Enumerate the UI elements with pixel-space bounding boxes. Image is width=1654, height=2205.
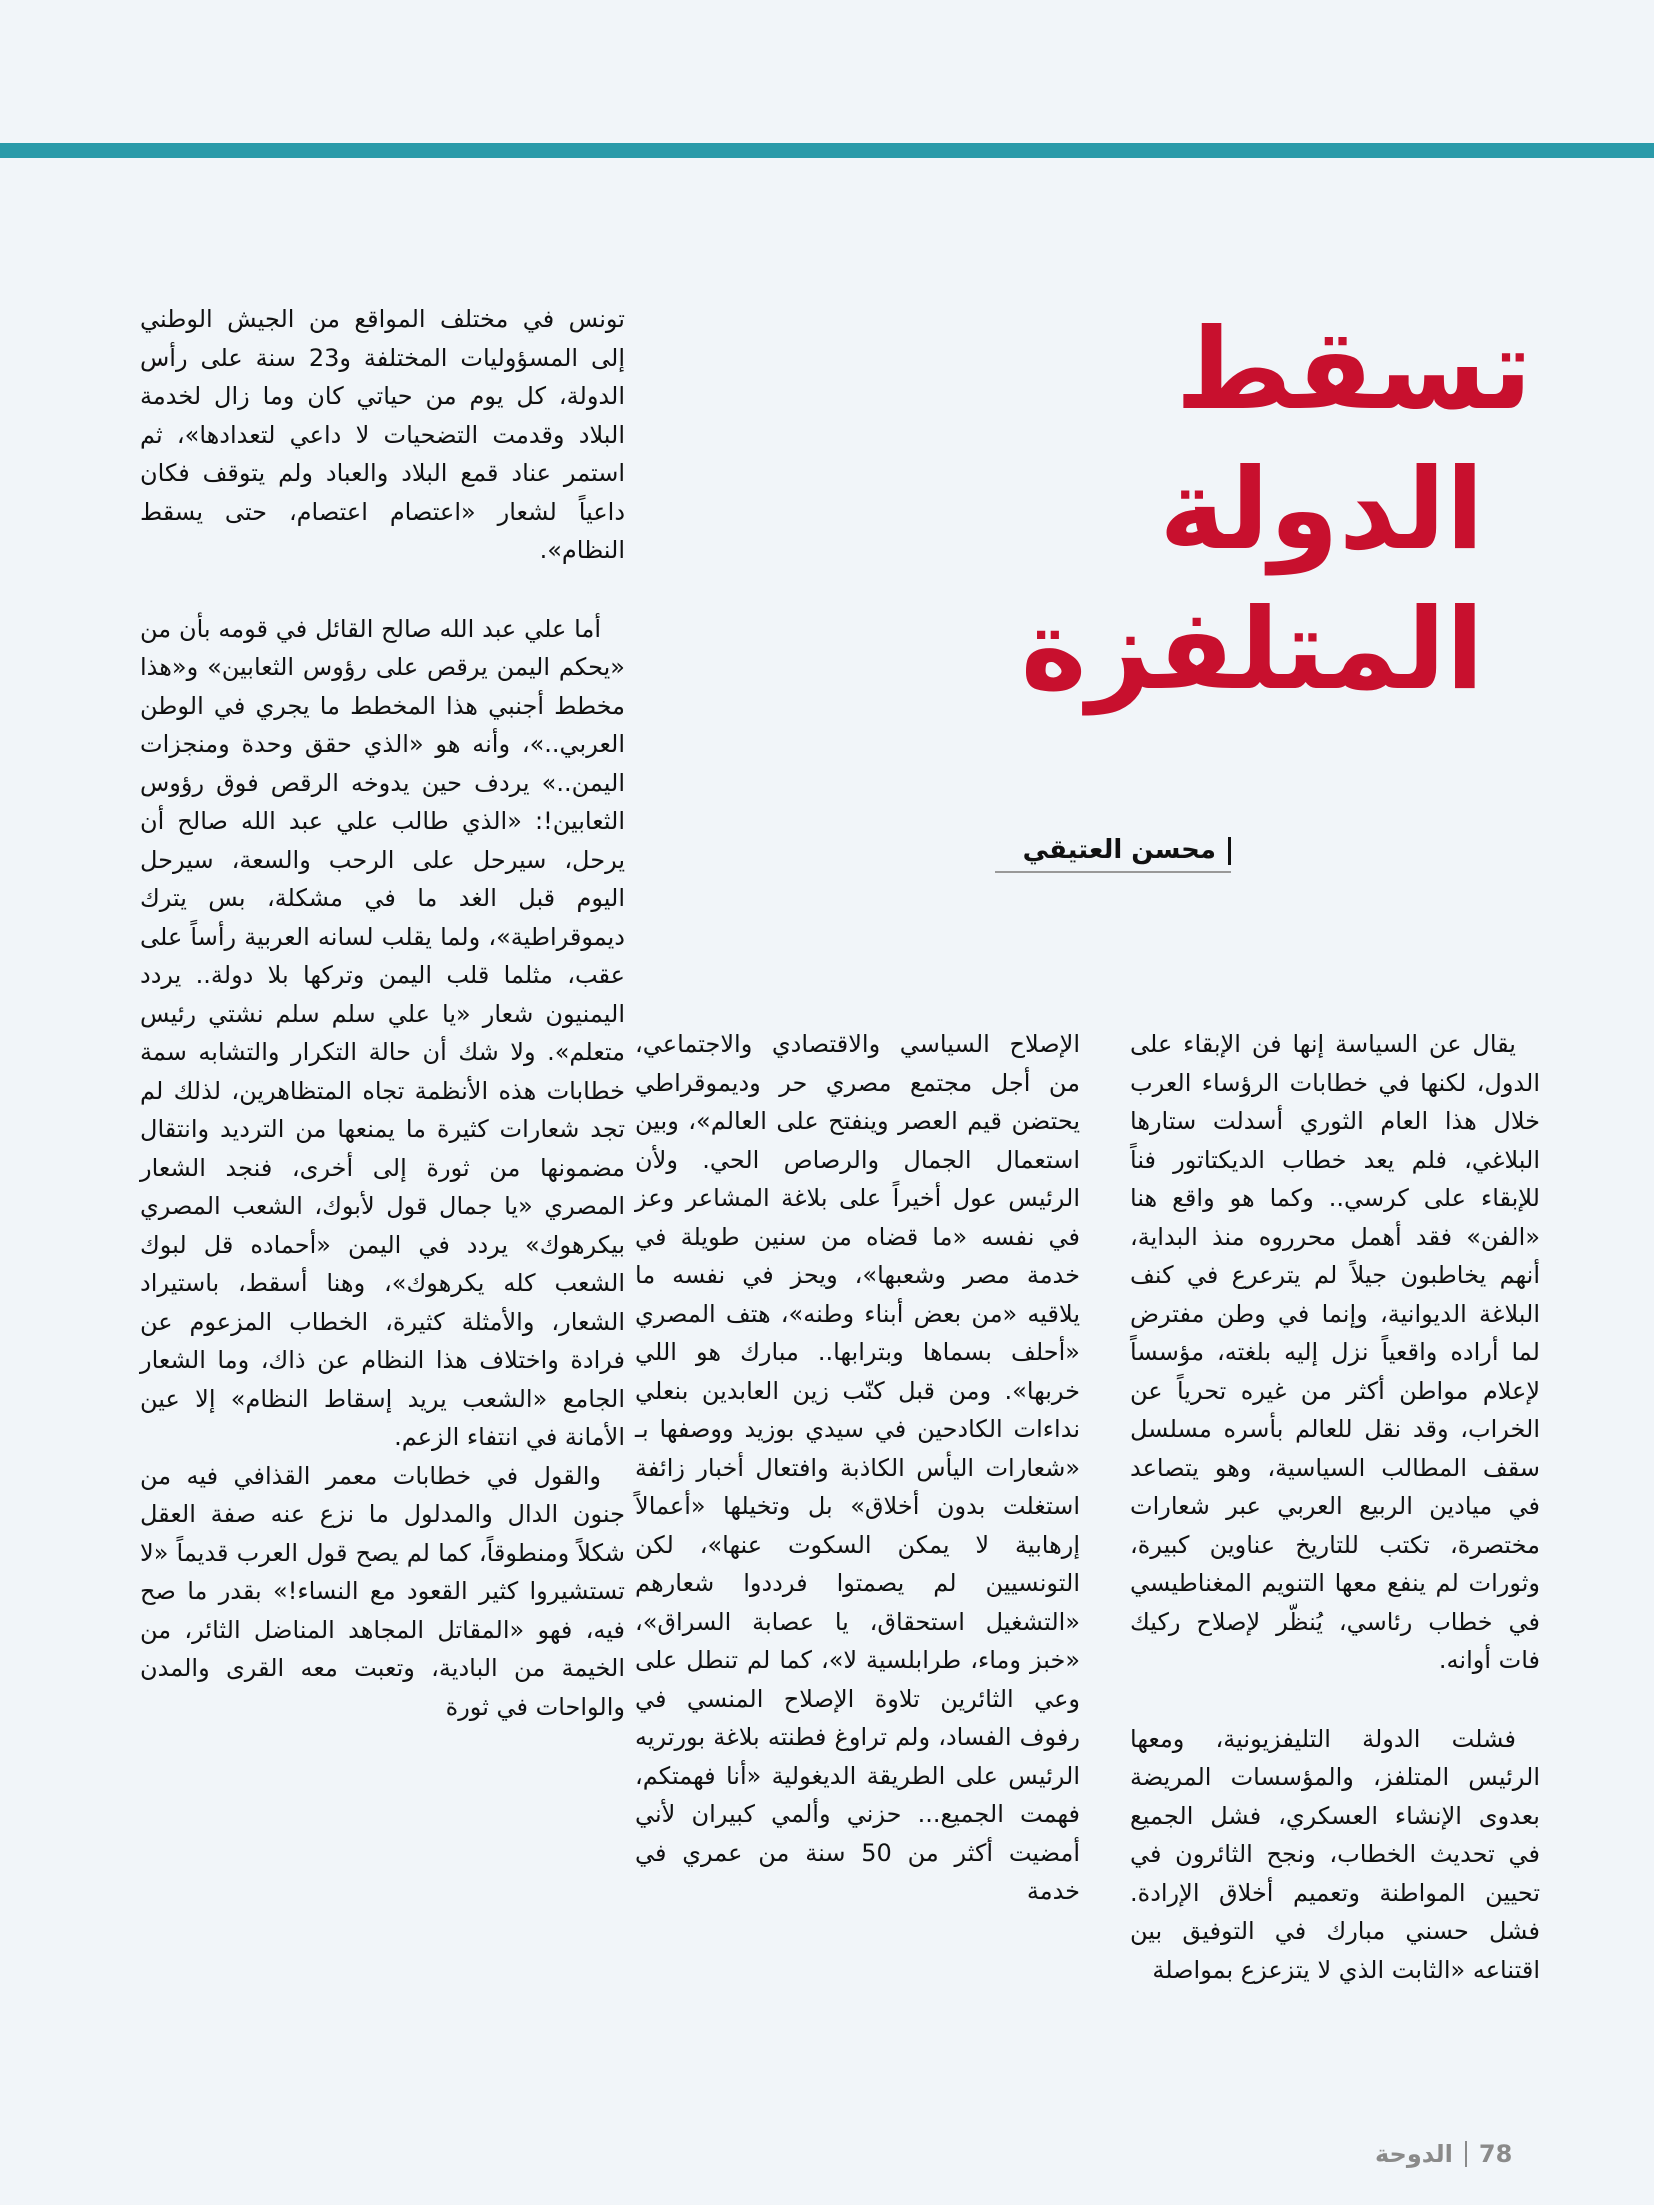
title-line-1: تسقط bbox=[1175, 305, 1532, 435]
folio-separator bbox=[1465, 2141, 1467, 2167]
column-left-paragraph-3: والقول في خطابات معمر القذافي فيه من جنون الدال والمدلول ما نزع عنه صفة العقل شكلاً ومنطوقاً، كما لم يصح قول العرب قديماً «لا تستشيروا كثير القعود مع النساء!» بقدر ما صح فيه، فهو «المقاتل المجاهد المناضل الثائر، من الخيمة من البادية، وتعبت معه القرى والمدن والواحات في ثورة bbox=[140, 1461, 625, 1721]
page-number: 78 bbox=[1478, 2140, 1513, 2168]
magazine-name: الدوحة bbox=[1375, 2140, 1453, 2168]
byline-bar bbox=[1228, 837, 1231, 865]
column-right bbox=[1130, 1025, 1540, 1989]
column-right-paragraph-2: فشلت الدولة التليفزيونية، ومعها الرئيس المتلفز، والمؤسسات المريضة بعدوى الإنشاء العسكري، فشل الجميع في تحديث الخطاب، ونجح الثائرون في تحيين المواطنة وتعميم أخلاق الإرادة. فشل حسني مبارك في التوفيق بين اقتناعه «الثابت الذي لا يتزعزع بمواصلة bbox=[1130, 1724, 1540, 1984]
column-left bbox=[140, 300, 625, 1726]
column-left-paragraph-2: أما علي عبد الله صالح القائل في قومه بأن من «يحكم اليمن يرقص على رؤوس الثعابين» و«هذا مخطط أجنبي هذا المخطط ما يجري في الوطن العربي..»، وأنه هو «الذي حقق وحدة ومنجزات اليمن..» يردف حين يدوخه الرقص فوق رؤوس الثعابين!: «الذي طالب علي عبد الله صالح أن يرحل، سيرحل على الرحب والسعة، سيرحل اليوم قبل الغد ما في مشكلة، بس يترك ديموقراطية»، ولما يقلب لسانه العربية رأساً على عقب، مثلما قلب اليمن وتركها بلا دولة.. يردد اليمنيون شعار «يا علي سلم سلم نشتي رئيس متعلم». ولا شك أن حالة التكرار والتشابه سمة خطابات هذه الأنظمة تجاه المتظاهرين، لذلك لم تجد شعارات كثيرة ما يمنعها من الترديد وانتقال مضمونها من ثورة إلى أخرى، فنجد الشعار المصري «يا جمال قول لأبوك، الشعب المصري بيكرهوك» يردد في اليمن «أحماده قل لبوك الشعب كله يكرهوك»، وهنا أسقط، باستيراد الشعار، والأمثلة كثيرة، الخطاب المزعوم عن فرادة واختلاف هذا النظام عن ذاك، وما الشعار الجامع «الشعب يريد إسقاط النظام» إلا عين الأمانة في انتفاء الزعم. bbox=[140, 614, 625, 1451]
column-right-paragraph-1: يقال عن السياسة إنها فن الإبقاء على الدول، لكنها في خطابات الرؤساء العرب خلال هذا العام الثوري أسدلت ستارها البلاغي، فلم يعد خطاب الديكتاتور فناً للإبقاء على كرسي.. وكما هو واقع هنا «الفن» فقد أهمل محرروه منذ البداية، أنهم يخاطبون جيلاً لم يترعرع في كنف البلاغة الديوانية، وإنما في وطن مفترض لما أراده واقعياً نزل إليه بلغته، مؤسساً لإعلام مواطن أكثر من غيره تحرياً عن الخراب، وقد نقل للعالم بأسره مسلسل سقف المطالب السياسية، وهو يتصاعد في ميادين الربيع العربي عبر شعارات مختصرة، تكتب للتاريخ عناوين كبيرة، وثورات لم ينفع معها التنويم المغناطيسي في خطاب رئاسي، يُنظّر لإصلاح ركيك فات أوانه. bbox=[1130, 1030, 1540, 1674]
top-accent-rule bbox=[0, 143, 1654, 158]
column-left-paragraph-1: تونس في مختلف المواقع من الجيش الوطني إلى المسؤوليات المختلفة و23 سنة على رأس الدولة، كل يوم من حياتي كان وما زال لخدمة البلاد وقدمت التضحيات لا داعي لتعدادها»، ثم استمر عناد قمع البلاد والعباد ولم يتوقف فكان داعياً لشعار «اعتصام اعتصام، حتى يسقط النظام». bbox=[140, 305, 626, 564]
article-title bbox=[700, 300, 1540, 720]
author-name: محسن العتيقي bbox=[1022, 835, 1216, 865]
column-middle-paragraph-1: الإصلاح السياسي والاقتصادي والاجتماعي، من أجل مجتمع مصري حر وديموقراطي يحتضن قيم العصر وينفتح على العالم»، وبين استعمال الجمال والرصاص الحي. ولأن الرئيس عول أخيراً على بلاغة المشاعر وعز في نفسه «ما قضاه من سنين طويلة في خدمة مصر وشعبها»، ويحز في نفسه ما يلاقيه «من بعض أبناء وطنه»، هتف المصري «أحلف بسماها وبترابها.. مبارك هو اللي خربها». ومن قبل كنّب زين العابدين بنعلي نداءات الكادحين في سيدي بوزيد ووصفها بـ «شعارات اليأس الكاذبة وافتعال أخبار زائفة استغلت بدون أخلاق» بل وتخيلها «أعمالاً إرهابية لا يمكن السكوت عنها»، لكن التونسيين لم يصمتوا فرددوا شعارهم «التشغيل استحقاق، يا عصابة السراق»، «خبز وماء، طرابلسية لا»، كما لم تنطل على وعي الثائرين تلاوة الإصلاح المنسي في رفوف الفساد، ولم تراوغ فطنته بلاغة بورتريه الرئيس على الطريقة الديغولية «أنا فهمتكم، فهمت الجميع... حزني وألمي كبيران لأني أمضيت أكثر من 50 سنة من عمري في خدمة bbox=[635, 1030, 1081, 1905]
author-byline bbox=[995, 835, 1231, 873]
title-line-2: الدولة المتلفزة bbox=[1020, 445, 1484, 715]
page-folio bbox=[1375, 2140, 1512, 2168]
column-middle bbox=[635, 1025, 1080, 1911]
